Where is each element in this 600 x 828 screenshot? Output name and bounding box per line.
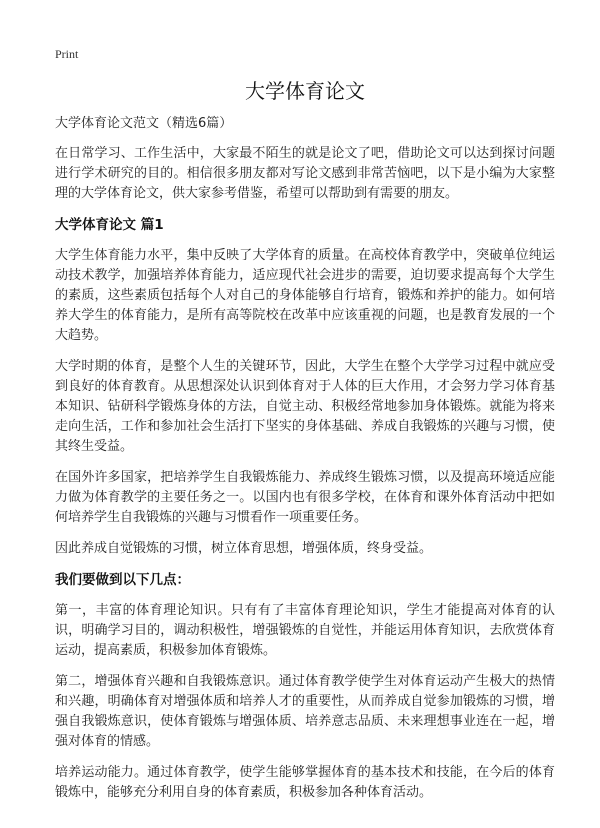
point-paragraph: 第二，增强体育兴趣和自我锻炼意识。通过体育教学使学生对体育运动产生极大的热情和兴趣，明确体育对增强体质和培养人才的重要性，从而养成自觉参加锻炼的习惯，增强自我锻炼意识，使体育锻炼与增强体质、培养意志品质、未来理想事业连在一起，增强对体育的情感。 bbox=[55, 674, 555, 749]
point-paragraph: 第一，丰富的体育理论知识。只有有了丰富体育理论知识，学生才能提高对体育的认识，明确学习目的，调动积极性，增强锻炼的自觉性，并能运用体育知识，去欣赏体育运动，提高素质，积极参加体育锻炼。 bbox=[55, 603, 555, 658]
intro-paragraph: 在日常学习、工作生活中，大家最不陌生的就是论文了吧，借助论文可以达到探讨问题进行学术研究的目的。相信很多朋友都对写论文感到非常苦恼吧，以下是小编为大家整理的大学体育论文，供大家参考借鉴，希望可以帮助到有需要的朋友。 bbox=[55, 146, 555, 201]
points-heading: 我们要做到以下几点： bbox=[55, 572, 190, 588]
paragraph: 大学生体育能力水平，集中反映了大学体育的质量。在高校体育教学中，突破单位纯运动技术教学，加强培养体育能力，适应现代社会进步的需要，迫切要求提高每个大学生的素质，这些素质包括每个人对自己的身体能够自行培育，锻炼和养护的能力。如何培养大学生的体育能力，是所有高等院校在改革中应该重视的问题，也是教育发展的一个大趋势。 bbox=[55, 248, 555, 343]
paragraph: 因此养成自觉锻炼的习惯，树立体育思想，增强体质，终身受益。 bbox=[55, 541, 433, 556]
subtitle: 大学体育论文范文（精选6篇） bbox=[55, 116, 233, 131]
print-link[interactable]: Print bbox=[55, 47, 79, 61]
section-heading: 大学体育论文 篇1 bbox=[55, 217, 164, 233]
page-title: 大学体育论文 bbox=[245, 79, 365, 103]
paragraph: 在国外许多国家，把培养学生自我锻炼能力、养成终生锻炼习惯，以及提高环境适应能力做为体育教学的主要任务之一。以国内也有很多学校，在体育和课外体育活动中把如何培养学生自我锻炼的兴趣与习惯看作一项重要任务。 bbox=[55, 470, 555, 525]
paragraph: 大学时期的体育，是整个人生的关键环节，因此，大学生在整个大学学习过程中就应受到良好的体育教育。从思想深处认识到体育对于人体的巨大作用，才会努力学习体育基本知识、钻研科学锻炼身体的方法，自觉主动、积极经常地参加身体锻炼。就能为将来走向生活，工作和参加社会生活打下坚实的身体基础、养成自我锻炼的兴趣与习惯，使其终生受益。 bbox=[55, 359, 555, 454]
document-body bbox=[55, 76, 555, 814]
point-paragraph: 培养运动能力。通过体育教学，使学生能够掌握体育的基本技术和技能，在今后的体育锻炼中，能够充分利用自身的体育素质，积极参加各种体育活动。 bbox=[55, 765, 555, 800]
